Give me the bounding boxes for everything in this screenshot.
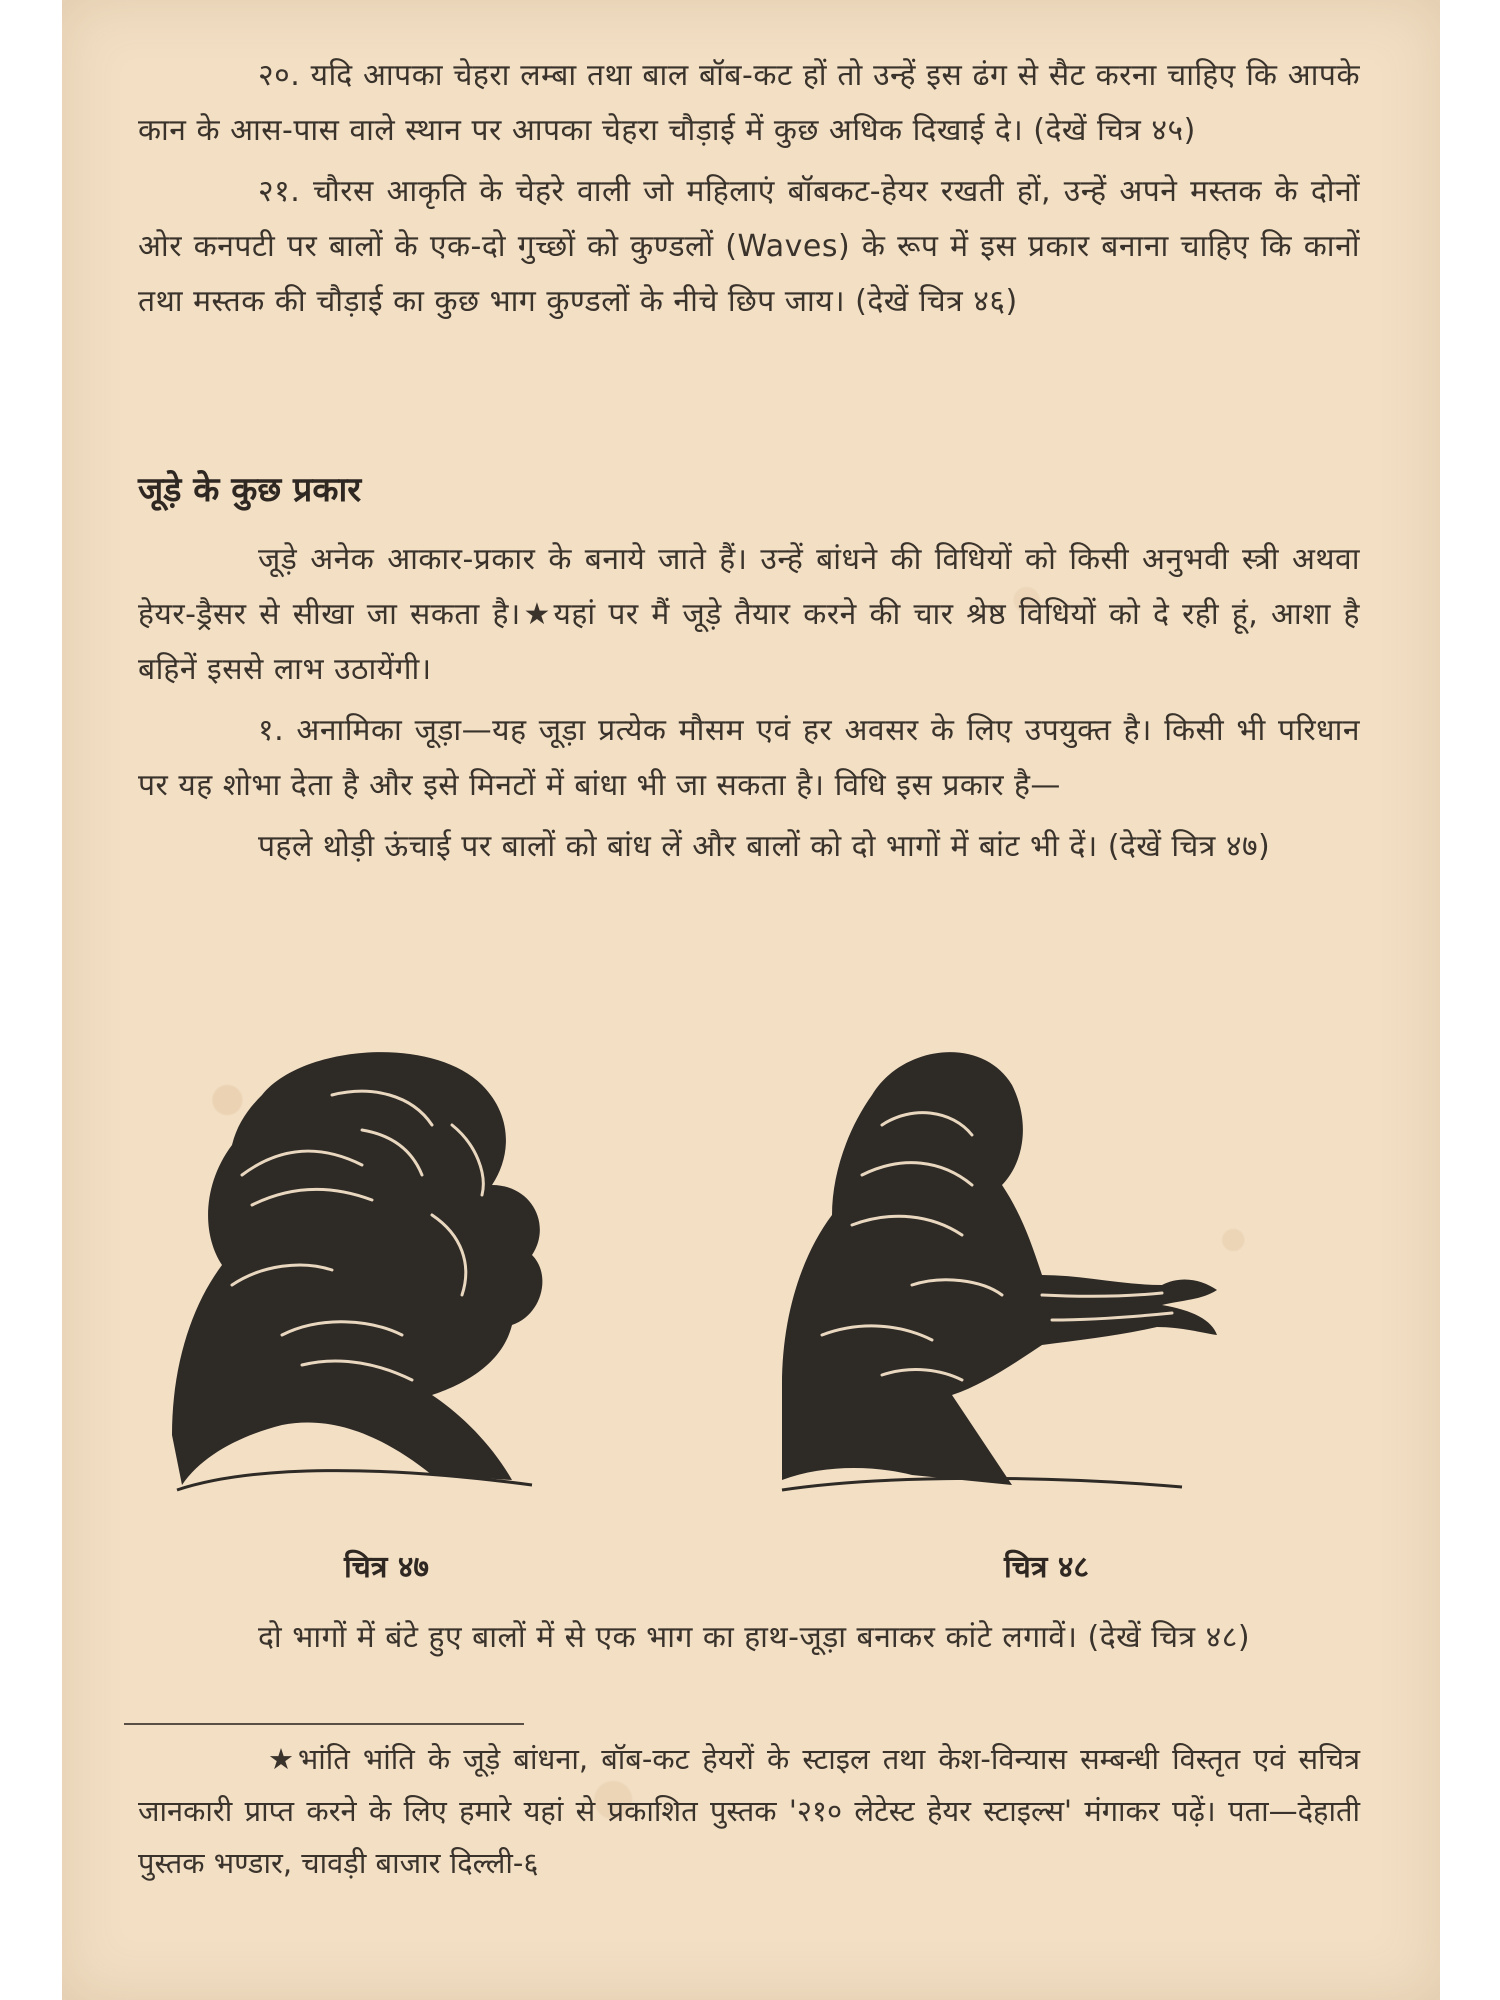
figure-48-illustration [762, 1035, 1282, 1515]
footnote [138, 1733, 1360, 1889]
paragraph-step-2: दो भागों में बंटे हुए बालों में से एक भाग का हाथ-जूड़ा बनाकर कांटे लगावें। (देखें चित्र ४८) [258, 1620, 1251, 1655]
figure-47-illustration [132, 1035, 612, 1515]
after-figure-text [138, 1610, 1360, 1665]
footnote-divider [124, 1723, 524, 1725]
paragraph-21: २१. चौरस आकृति के चेहरे वाली जो महिलाएं बॉबकट-हेयर रखती हों, उन्हें अपने मस्तक के दोनों ओर कनपटी पर बालों के एक-दो गुच्छों को कुण्डलों (Waves) के रूप में इस प्रकार बनाना चाहिए कि कानों तथा मस्तक की चौड़ाई का कुछ भाग कुण्डलों के नीचे छिप जाय। (देखें चित्र ४६) [138, 174, 1360, 319]
footnote-text: ★भांति भांति के जूड़े बांधना, बॉब-कट हेयरों के स्टाइल तथा केश-विन्यास सम्बन्धी विस्तृत एवं सचित्र जानकारी प्राप्त करने के लिए हमारे यहां से प्रकाशित पुस्तक '२१० लेटेस्ट हेयर स्टाइल्स' मंगाकर पढ़ें। पता—देहाती पुस्तक भण्डार, चावड़ी बाजार दिल्ली-६ [138, 1742, 1360, 1880]
figure-48-caption: चित्र ४८ [1004, 1550, 1090, 1585]
middle-text-block [138, 532, 1360, 874]
book-page [62, 0, 1440, 2000]
top-text-block [138, 48, 1360, 329]
section-heading: जूड़े के कुछ प्रकार [138, 470, 362, 510]
paragraph-intro: जूड़े अनेक आकार-प्रकार के बनाये जाते हैं। उन्हें बांधने की विधियों को किसी अनुभवी स्त्री अथवा हेयर-ड्रैसर से सीखा जा सकता है।★यहां पर मैं जूड़े तैयार करने की चार श्रेष्ठ विधियों को दे रही हूं, आशा है बहिनें इससे लाभ उठायेंगी। [138, 542, 1360, 687]
paragraph-20: २०. यदि आपका चेहरा लम्बा तथा बाल बॉब-कट हों तो उन्हें इस ढंग से सैट करना चाहिए कि आपके कान के आस-पास वाले स्थान पर आपका चेहरा चौड़ाई में कुछ अधिक दिखाई दे। (देखें चित्र ४५) [138, 58, 1360, 148]
figure-47-caption: चित्र ४७ [344, 1550, 430, 1585]
paragraph-anamika: १. अनामिका जूड़ा—यह जूड़ा प्रत्येक मौसम एवं हर अवसर के लिए उपयुक्त है। किसी भी परिधान पर यह शोभा देता है और इसे मिनटों में बांधा भी जा सकता है। विधि इस प्रकार है— [138, 713, 1360, 803]
paragraph-step-1: पहले थोड़ी ऊंचाई पर बालों को बांध लें और बालों को दो भागों में बांट भी दें। (देखें चित्र ४७) [258, 829, 1271, 864]
